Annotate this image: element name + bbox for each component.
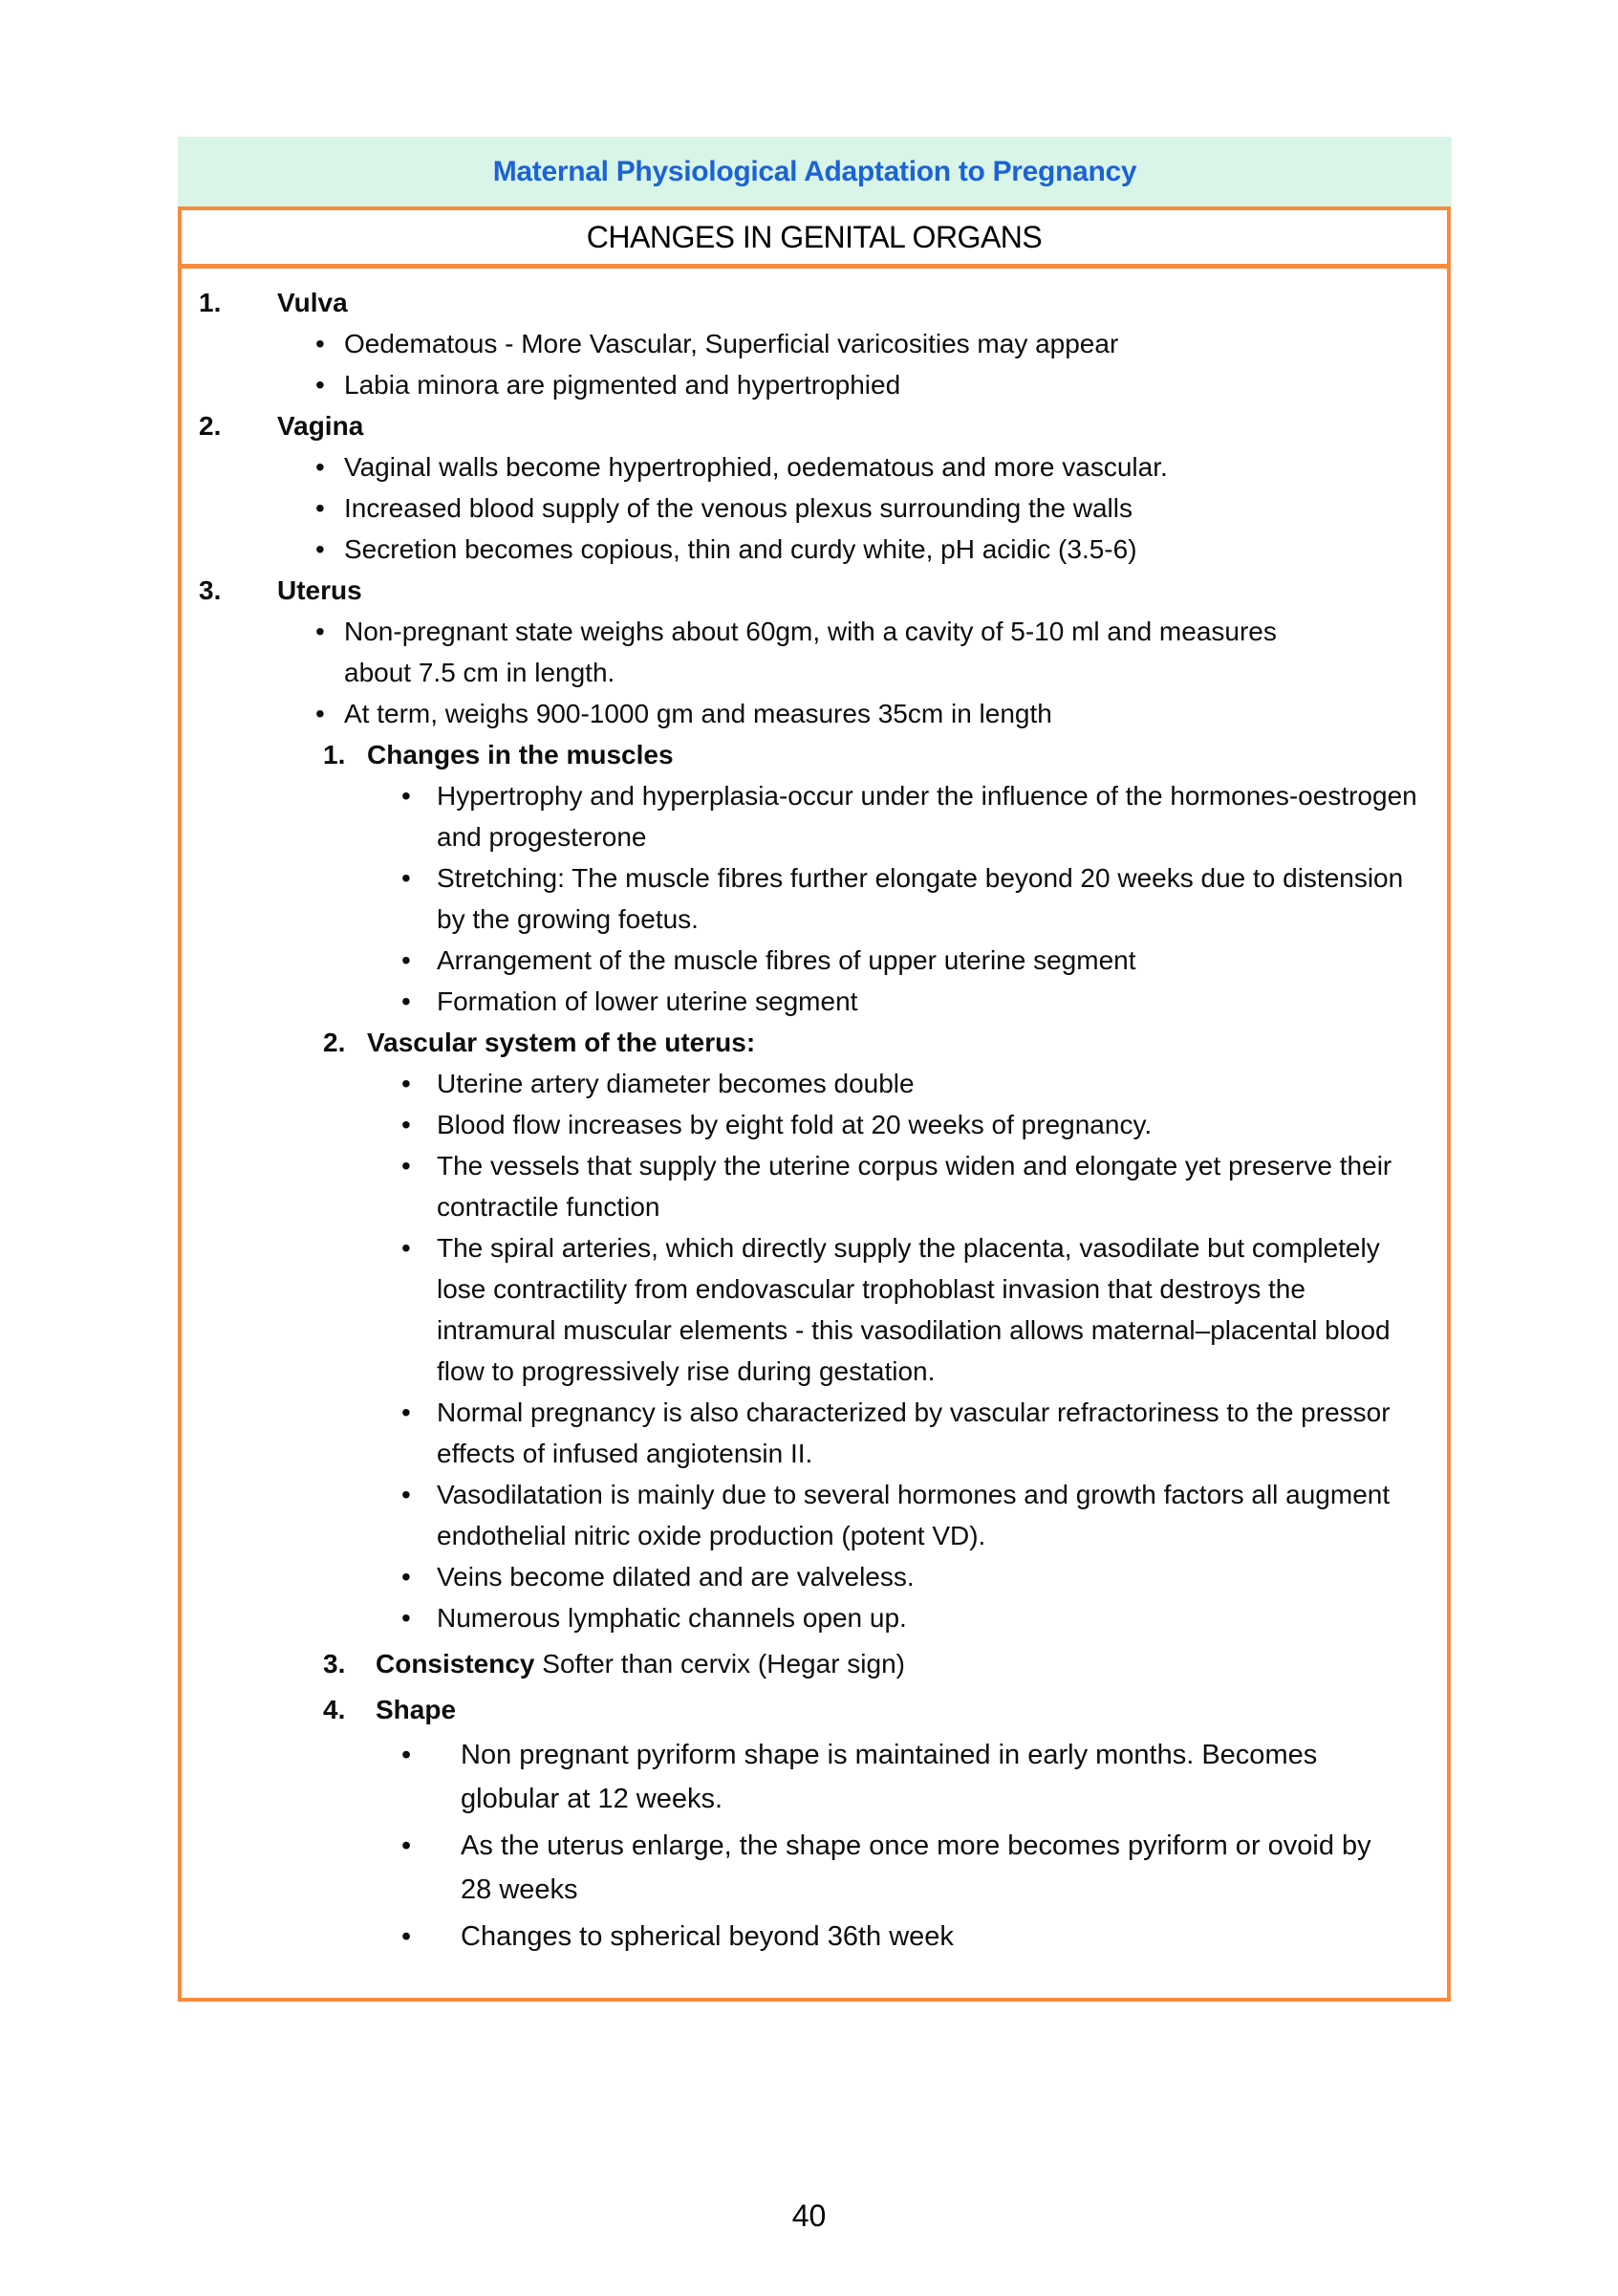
title-banner (178, 137, 1452, 206)
bullet-item (182, 1063, 1430, 1104)
bullet-marker: • (401, 1397, 411, 1427)
list-item-label: Changes in the muscles (367, 740, 674, 769)
sublist-item-shape (182, 1689, 1430, 1730)
list-item-number: 3. (199, 575, 222, 605)
list-item-label: Consistency (376, 1649, 535, 1679)
bullet-item (182, 693, 1430, 734)
bullet-item (182, 857, 1430, 940)
bullet-text: The spiral arteries, which directly supply the placenta, vasodilate but completely lose contractility from endovascular trophoblast invasion that destroys the intramural muscular elements - this vasodilation allows maternal–placental blood flow to progressively rise during gestation. (437, 1233, 1391, 1386)
bullet-marker: • (401, 1830, 412, 1861)
list-item-text (376, 1643, 905, 1684)
bullet-text: Labia minora are pigmented and hypertrophied (344, 370, 901, 400)
bullet-item (182, 1392, 1430, 1474)
bullet-item (182, 487, 1430, 529)
bullet-text: Increased blood supply of the venous plexus surrounding the walls (344, 493, 1133, 523)
page-number: 40 (791, 2199, 827, 2233)
bullet-item (182, 1474, 1430, 1556)
bullet-item (182, 940, 1430, 981)
bullet-marker: • (401, 1740, 412, 1770)
bullet-item (182, 1915, 1430, 1959)
bullet-text: Uterine artery diameter becomes double (437, 1069, 915, 1098)
bullet-text: Vaginal walls become hypertrophied, oedematous and more vascular. (344, 452, 1168, 482)
bullet-item (182, 1104, 1430, 1145)
bullet-item (182, 1145, 1430, 1227)
box-header (182, 210, 1447, 269)
bullet-item (182, 1597, 1430, 1638)
bullet-marker: • (315, 534, 325, 564)
bullet-text: Numerous lymphatic channels open up. (437, 1603, 907, 1633)
bullet-marker: • (401, 1603, 411, 1633)
bullet-text: Secretion becomes copious, thin and curdy white, pH acidic (3.5-6) (344, 534, 1137, 564)
box-body (182, 269, 1447, 1959)
bullet-marker: • (315, 493, 325, 523)
bullet-marker: • (315, 699, 325, 728)
bullet-item (182, 775, 1430, 857)
bullet-text: Oedematous - More Vascular, Superficial varicosities may appear (344, 329, 1119, 358)
bullet-item (182, 529, 1430, 570)
bullet-item (182, 1733, 1430, 1821)
bullet-marker: • (315, 617, 325, 646)
bullet-marker: • (401, 1480, 411, 1509)
bullet-marker: • (401, 1562, 411, 1592)
bullet-text: Vasodilatation is mainly due to several hormones and growth factors all augment endothelial nitric oxide production (potent VD). (437, 1480, 1391, 1550)
content-box (178, 206, 1451, 2002)
bullet-text: At term, weighs 900-1000 gm and measures 35cm in length (344, 699, 1052, 728)
banner-title: Maternal Physiological Adaptation to Pregnancy (492, 155, 1137, 187)
list-item-number: 4. (323, 1695, 346, 1724)
list-item-label: Shape (376, 1695, 457, 1724)
bullet-text: Stretching: The muscle fibres further elongate beyond 20 weeks due to distension by the growing foetus. (437, 863, 1404, 934)
bullet-text: Non-pregnant state weighs about 60gm, with a cavity of 5-10 ml and measures about 7.5 cm in length. (344, 617, 1277, 687)
list-item-label: Vascular system of the uterus: (367, 1028, 756, 1057)
bullet-item (182, 364, 1430, 405)
bullet-text: Arrangement of the muscle fibres of upper uterine segment (437, 945, 1136, 975)
bullet-text: Blood flow increases by eight fold at 20 weeks of pregnancy. (437, 1110, 1153, 1139)
list-item-uterus (182, 570, 1430, 611)
list-item-number: 2. (323, 1028, 346, 1057)
bullet-marker: • (401, 1069, 411, 1098)
list-item-rest: Softer than cervix (Hegar sign) (534, 1649, 905, 1679)
list-item-number: 1. (199, 288, 222, 317)
bullet-text: Changes to spherical beyond 36th week (461, 1921, 954, 1952)
list-item-label: Vagina (277, 411, 364, 441)
list-item-number: 2. (199, 411, 222, 441)
bullet-marker: • (401, 863, 411, 893)
bullet-item (182, 1227, 1430, 1392)
bullet-marker: • (401, 1151, 411, 1180)
bullet-item (182, 611, 1430, 693)
bullet-item (182, 323, 1430, 364)
bullet-text: Formation of lower uterine segment (437, 986, 858, 1016)
list-item-label: Uterus (277, 575, 362, 605)
bullet-text: Hypertrophy and hyperplasia-occur under the influence of the hormones-oestrogen and progesterone (437, 781, 1417, 852)
bullet-item (182, 446, 1430, 487)
sublist-item-muscles (182, 734, 1430, 775)
bullet-text: Non pregnant pyriform shape is maintained in early months. Becomes globular at 12 weeks. (461, 1740, 1318, 1814)
bullet-text: As the uterus enlarge, the shape once more becomes pyriform or ovoid by 28 weeks (461, 1830, 1371, 1905)
bullet-text: The vessels that supply the uterine corpus widen and elongate yet preserve their contractile function (437, 1151, 1392, 1222)
bullet-marker: • (401, 1233, 411, 1263)
sublist-item-vascular (182, 1022, 1430, 1063)
bullet-text: Normal pregnancy is also characterized by vascular refractoriness to the pressor effects of infused angiotensin II. (437, 1397, 1391, 1468)
box-title: CHANGES IN GENITAL ORGANS (586, 219, 1043, 254)
bullet-item (182, 1556, 1430, 1597)
list-item-label: Vulva (277, 288, 348, 317)
bullet-marker: • (315, 452, 325, 482)
list-item-vagina (182, 405, 1430, 446)
list-item-vulva (182, 282, 1430, 323)
bullet-marker: • (315, 370, 325, 400)
list-item-number: 3. (323, 1649, 346, 1679)
sublist-item-consistency (182, 1643, 1430, 1684)
list-item-number: 1. (323, 740, 346, 769)
bullet-marker: • (401, 781, 411, 811)
bullet-item (182, 981, 1430, 1022)
bullet-marker: • (401, 986, 411, 1016)
bullet-marker: • (401, 1921, 412, 1952)
bullet-text: Veins become dilated and are valveless. (437, 1562, 915, 1592)
bullet-marker: • (401, 1110, 411, 1139)
bullet-marker: • (401, 945, 411, 975)
bullet-item (182, 1824, 1430, 1912)
bullet-marker: • (315, 329, 325, 358)
